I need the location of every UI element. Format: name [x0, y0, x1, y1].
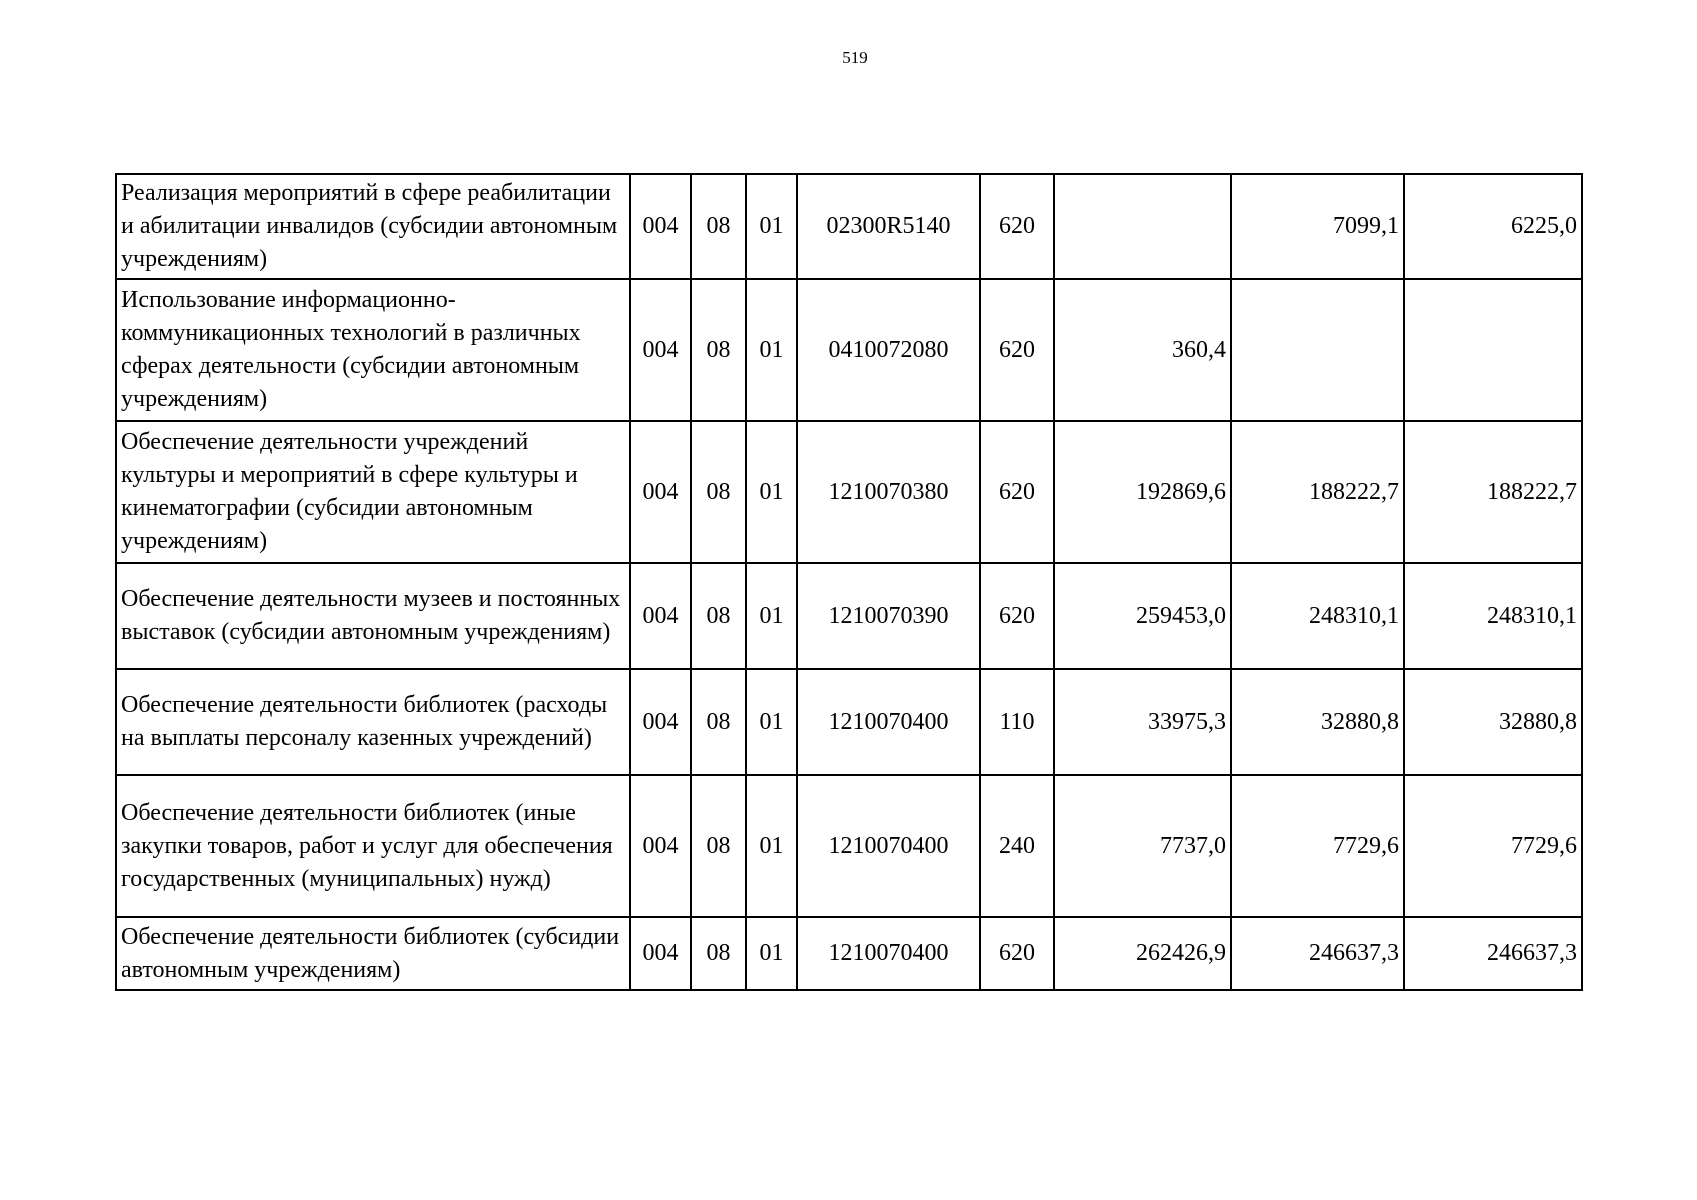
amount-3: 6225,0 [1404, 174, 1582, 279]
section-code: 08 [691, 279, 746, 421]
subsection-code: 01 [746, 669, 797, 775]
section-code: 08 [691, 421, 746, 563]
expense-type-code: 620 [980, 174, 1054, 279]
row-description: Реализация мероприятий в сфере реабилитации и абилитации инвалидов (субсидии автономным учреждениям) [116, 174, 630, 279]
table-row [116, 775, 1582, 917]
amount-3 [1404, 279, 1582, 421]
ministry-code: 004 [630, 174, 691, 279]
table-row [116, 174, 1582, 279]
target-article-code: 02300R5140 [797, 174, 980, 279]
subsection-code: 01 [746, 775, 797, 917]
target-article-code: 0410072080 [797, 279, 980, 421]
row-description: Обеспечение деятельности библиотек (субсидии автономным учреждениям) [116, 917, 630, 990]
amount-1 [1054, 174, 1231, 279]
amount-2: 188222,7 [1231, 421, 1404, 563]
page-number: 519 [842, 48, 868, 67]
expense-type-code: 620 [980, 917, 1054, 990]
section-code: 08 [691, 917, 746, 990]
amount-3: 32880,8 [1404, 669, 1582, 775]
amount-2 [1231, 279, 1404, 421]
subsection-code: 01 [746, 421, 797, 563]
amount-1: 7737,0 [1054, 775, 1231, 917]
section-code: 08 [691, 174, 746, 279]
row-description: Использование информационно-коммуникационных технологий в различных сферах деятельности (субсидии автономным учреждениям) [116, 279, 630, 421]
amount-1: 259453,0 [1054, 563, 1231, 669]
amount-2: 32880,8 [1231, 669, 1404, 775]
ministry-code: 004 [630, 421, 691, 563]
section-code: 08 [691, 775, 746, 917]
section-code: 08 [691, 669, 746, 775]
amount-1: 192869,6 [1054, 421, 1231, 563]
expense-type-code: 620 [980, 563, 1054, 669]
amount-3: 246637,3 [1404, 917, 1582, 990]
expense-type-code: 240 [980, 775, 1054, 917]
target-article-code: 1210070390 [797, 563, 980, 669]
amount-2: 7099,1 [1231, 174, 1404, 279]
amount-3: 188222,7 [1404, 421, 1582, 563]
row-description: Обеспечение деятельности библиотек (расходы на выплаты персоналу казенных учреждений) [116, 669, 630, 775]
amount-1: 262426,9 [1054, 917, 1231, 990]
amount-2: 248310,1 [1231, 563, 1404, 669]
subsection-code: 01 [746, 174, 797, 279]
amount-1: 360,4 [1054, 279, 1231, 421]
table-row [116, 563, 1582, 669]
expense-type-code: 620 [980, 421, 1054, 563]
target-article-code: 1210070400 [797, 669, 980, 775]
row-description: Обеспечение деятельности библиотек (иные закупки товаров, работ и услуг для обеспечения государственных (муниципальных) нужд) [116, 775, 630, 917]
table-row [116, 917, 1582, 990]
expense-type-code: 110 [980, 669, 1054, 775]
row-description: Обеспечение деятельности учреждений культуры и мероприятий в сфере культуры и кинематографии (субсидии автономным учреждениям) [116, 421, 630, 563]
target-article-code: 1210070400 [797, 917, 980, 990]
ministry-code: 004 [630, 775, 691, 917]
ministry-code: 004 [630, 917, 691, 990]
amount-2: 246637,3 [1231, 917, 1404, 990]
amount-3: 248310,1 [1404, 563, 1582, 669]
subsection-code: 01 [746, 279, 797, 421]
target-article-code: 1210070400 [797, 775, 980, 917]
subsection-code: 01 [746, 563, 797, 669]
table-row [116, 669, 1582, 775]
row-description: Обеспечение деятельности музеев и постоянных выставок (субсидии автономным учреждениям) [116, 563, 630, 669]
section-code: 08 [691, 563, 746, 669]
target-article-code: 1210070380 [797, 421, 980, 563]
ministry-code: 004 [630, 279, 691, 421]
table-row [116, 421, 1582, 563]
amount-3: 7729,6 [1404, 775, 1582, 917]
table-row [116, 279, 1582, 421]
ministry-code: 004 [630, 563, 691, 669]
amount-2: 7729,6 [1231, 775, 1404, 917]
subsection-code: 01 [746, 917, 797, 990]
expense-type-code: 620 [980, 279, 1054, 421]
ministry-code: 004 [630, 669, 691, 775]
budget-table [115, 173, 1583, 991]
amount-1: 33975,3 [1054, 669, 1231, 775]
